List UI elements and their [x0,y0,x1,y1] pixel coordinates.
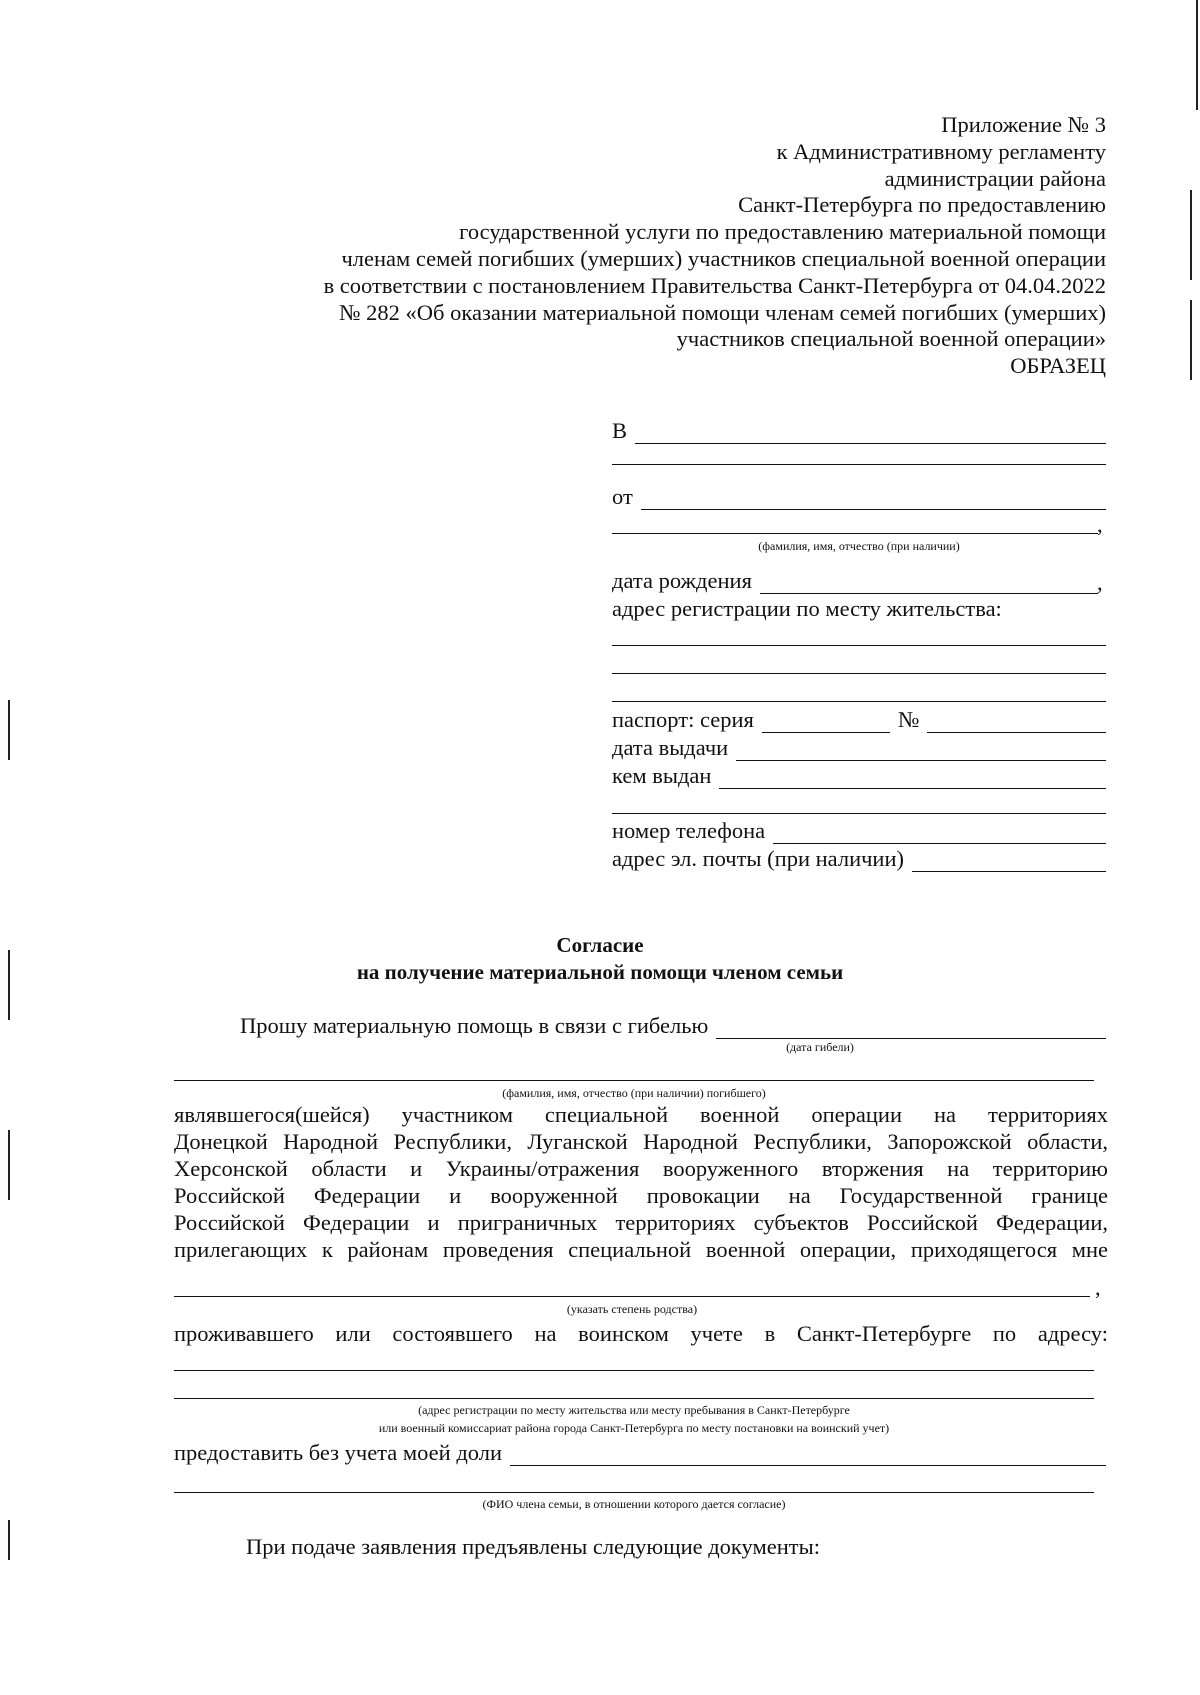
scan-edge-mark [1190,190,1192,280]
email-label: адрес эл. почты (при наличии) [612,846,905,871]
deceased-fio-caption: (фамилия, имя, отчество (при наличии) погибшего) [502,1086,766,1100]
scan-edge-mark [1196,0,1198,110]
from-field[interactable] [612,484,1106,510]
scan-edge-mark [8,1130,10,1200]
paragraph-line: Донецкой Народной Республики, Луганской Народной Республики, Запорожской области, [174,1129,1108,1154]
phone-field[interactable] [612,818,1106,844]
scan-edge-mark [1190,300,1192,380]
residence-address-line-1[interactable] [174,1370,1094,1371]
scan-edge-mark [8,1520,10,1560]
share-field[interactable] [174,1440,1106,1466]
death-date-input-line[interactable] [716,1018,1106,1039]
title-line-1: Согласие [556,933,644,957]
appendix-line: Санкт-Петербурга по предоставлению [738,192,1106,218]
email-field[interactable] [612,846,1106,872]
paragraph-line: Российской Федерации и приграничных территориях субъектов Российской Федерации, [174,1210,1108,1235]
title-line-2: на получение материальной помощи членом семьи [356,960,844,984]
to-label: В [612,418,628,443]
address-input-line-1[interactable] [612,645,1106,646]
issue-date-field[interactable] [612,735,1106,761]
residence-address-line-2[interactable] [174,1398,1094,1399]
share-label: предоставить без учета моей доли [174,1440,502,1465]
issued-by-field[interactable] [612,763,1106,789]
deceased-fio-input-line[interactable] [174,1080,1094,1081]
appendix-line: в соответствии с постановлением Правительства Санкт-Петербурга от 04.04.2022 [323,272,1106,298]
appendix-line: участников специальной военной операции» [676,326,1106,352]
to-input-line-2[interactable] [612,464,1106,465]
passport-series-label: паспорт: серия [612,707,754,732]
passport-number-input-line[interactable] [927,712,1106,733]
appendix-header [206,112,1106,380]
sample-mark: ОБРАЗЕЦ [1010,353,1106,379]
email-input-line[interactable] [912,851,1106,872]
address-input-line-2[interactable] [612,673,1106,674]
appendix-line: Приложение № 3 [941,112,1106,137]
comma: , [1097,570,1103,595]
from-input-line-2[interactable] [612,533,1098,534]
paragraph-line: прилегающих к районам проведения специальной военной операции, приходящегося мне [174,1237,1108,1262]
address-input-line-3[interactable] [612,701,1106,702]
issue-date-label: дата выдачи [612,735,729,760]
kinship-caption: (указать степень родства) [566,1302,698,1316]
residence-line: проживавшего или состоявшего на воинском учете в Санкт-Петербурге по адресу: [174,1321,1108,1346]
from-label: от [612,484,633,509]
kinship-input-line[interactable] [174,1296,1090,1297]
fio-caption: (фамилия, имя, отчество (при наличии) [758,539,960,553]
documents-line: При подаче заявления предъявлены следующие документы: [246,1534,820,1559]
phone-input-line[interactable] [773,823,1106,844]
to-input-line[interactable] [635,423,1106,444]
family-member-input-line[interactable] [174,1492,1094,1493]
issue-date-input-line[interactable] [736,740,1106,761]
death-date-caption: (дата гибели) [786,1040,854,1054]
appendix-line: к Административному регламенту [776,138,1106,164]
request-field[interactable] [240,1013,1106,1039]
passport-series-field[interactable] [612,707,890,733]
body-paragraph [174,1101,1108,1263]
comma: , [1095,1275,1101,1300]
birth-date-field[interactable] [612,568,1098,594]
appendix-line: № 282 «Об оказании материальной помощи членам семей погибших (умерших) [339,299,1106,325]
comma: , [1097,512,1103,537]
passport-series-input-line[interactable] [762,712,890,733]
appendix-line: членам семей погибших (умерших) участников специальной военной операции [341,245,1106,271]
birth-date-label: дата рождения [612,568,752,593]
request-label: Прошу материальную помощь в связи с гибелью [240,1013,709,1038]
issued-by-input-line-2[interactable] [612,813,1106,814]
passport-number-field[interactable] [898,707,1106,733]
paragraph-line: являвшегося(шейся) участником специальной военной операции на территориях [174,1102,1108,1127]
appendix-line: государственной услуги по предоставлению материальной помощи [459,219,1106,245]
share-input-line[interactable] [510,1445,1106,1466]
residence-text [174,1320,1108,1347]
paragraph-line: Российской Федерации и вооруженной провокации на Государственной границе [174,1183,1108,1208]
issued-by-label: кем выдан [612,763,712,788]
issued-by-input-line[interactable] [719,768,1106,789]
scan-edge-mark [8,700,10,760]
to-field[interactable] [612,418,1106,444]
paragraph-line: Херсонской области и Украины/отражения вооруженного вторжения на территорию [174,1156,1108,1181]
address-label: адрес регистрации по месту жительства: [612,596,1002,621]
from-input-line[interactable] [641,489,1106,510]
phone-label: номер телефона [612,818,766,843]
appendix-line: администрации района [884,165,1106,191]
member-caption: (ФИО члена семьи, в отношении которого дается согласие) [482,1497,786,1511]
address-caption-1: (адрес регистрации по месту жительства или месту пребывания в Санкт-Петербурге [418,1403,850,1417]
birth-date-input-line[interactable] [760,573,1098,594]
address-caption-2: или военный комиссариат района города Санкт-Петербурга по месту постановки на воинский учет) [378,1421,890,1435]
document-title [0,932,1200,986]
passport-number-label: № [898,707,920,732]
